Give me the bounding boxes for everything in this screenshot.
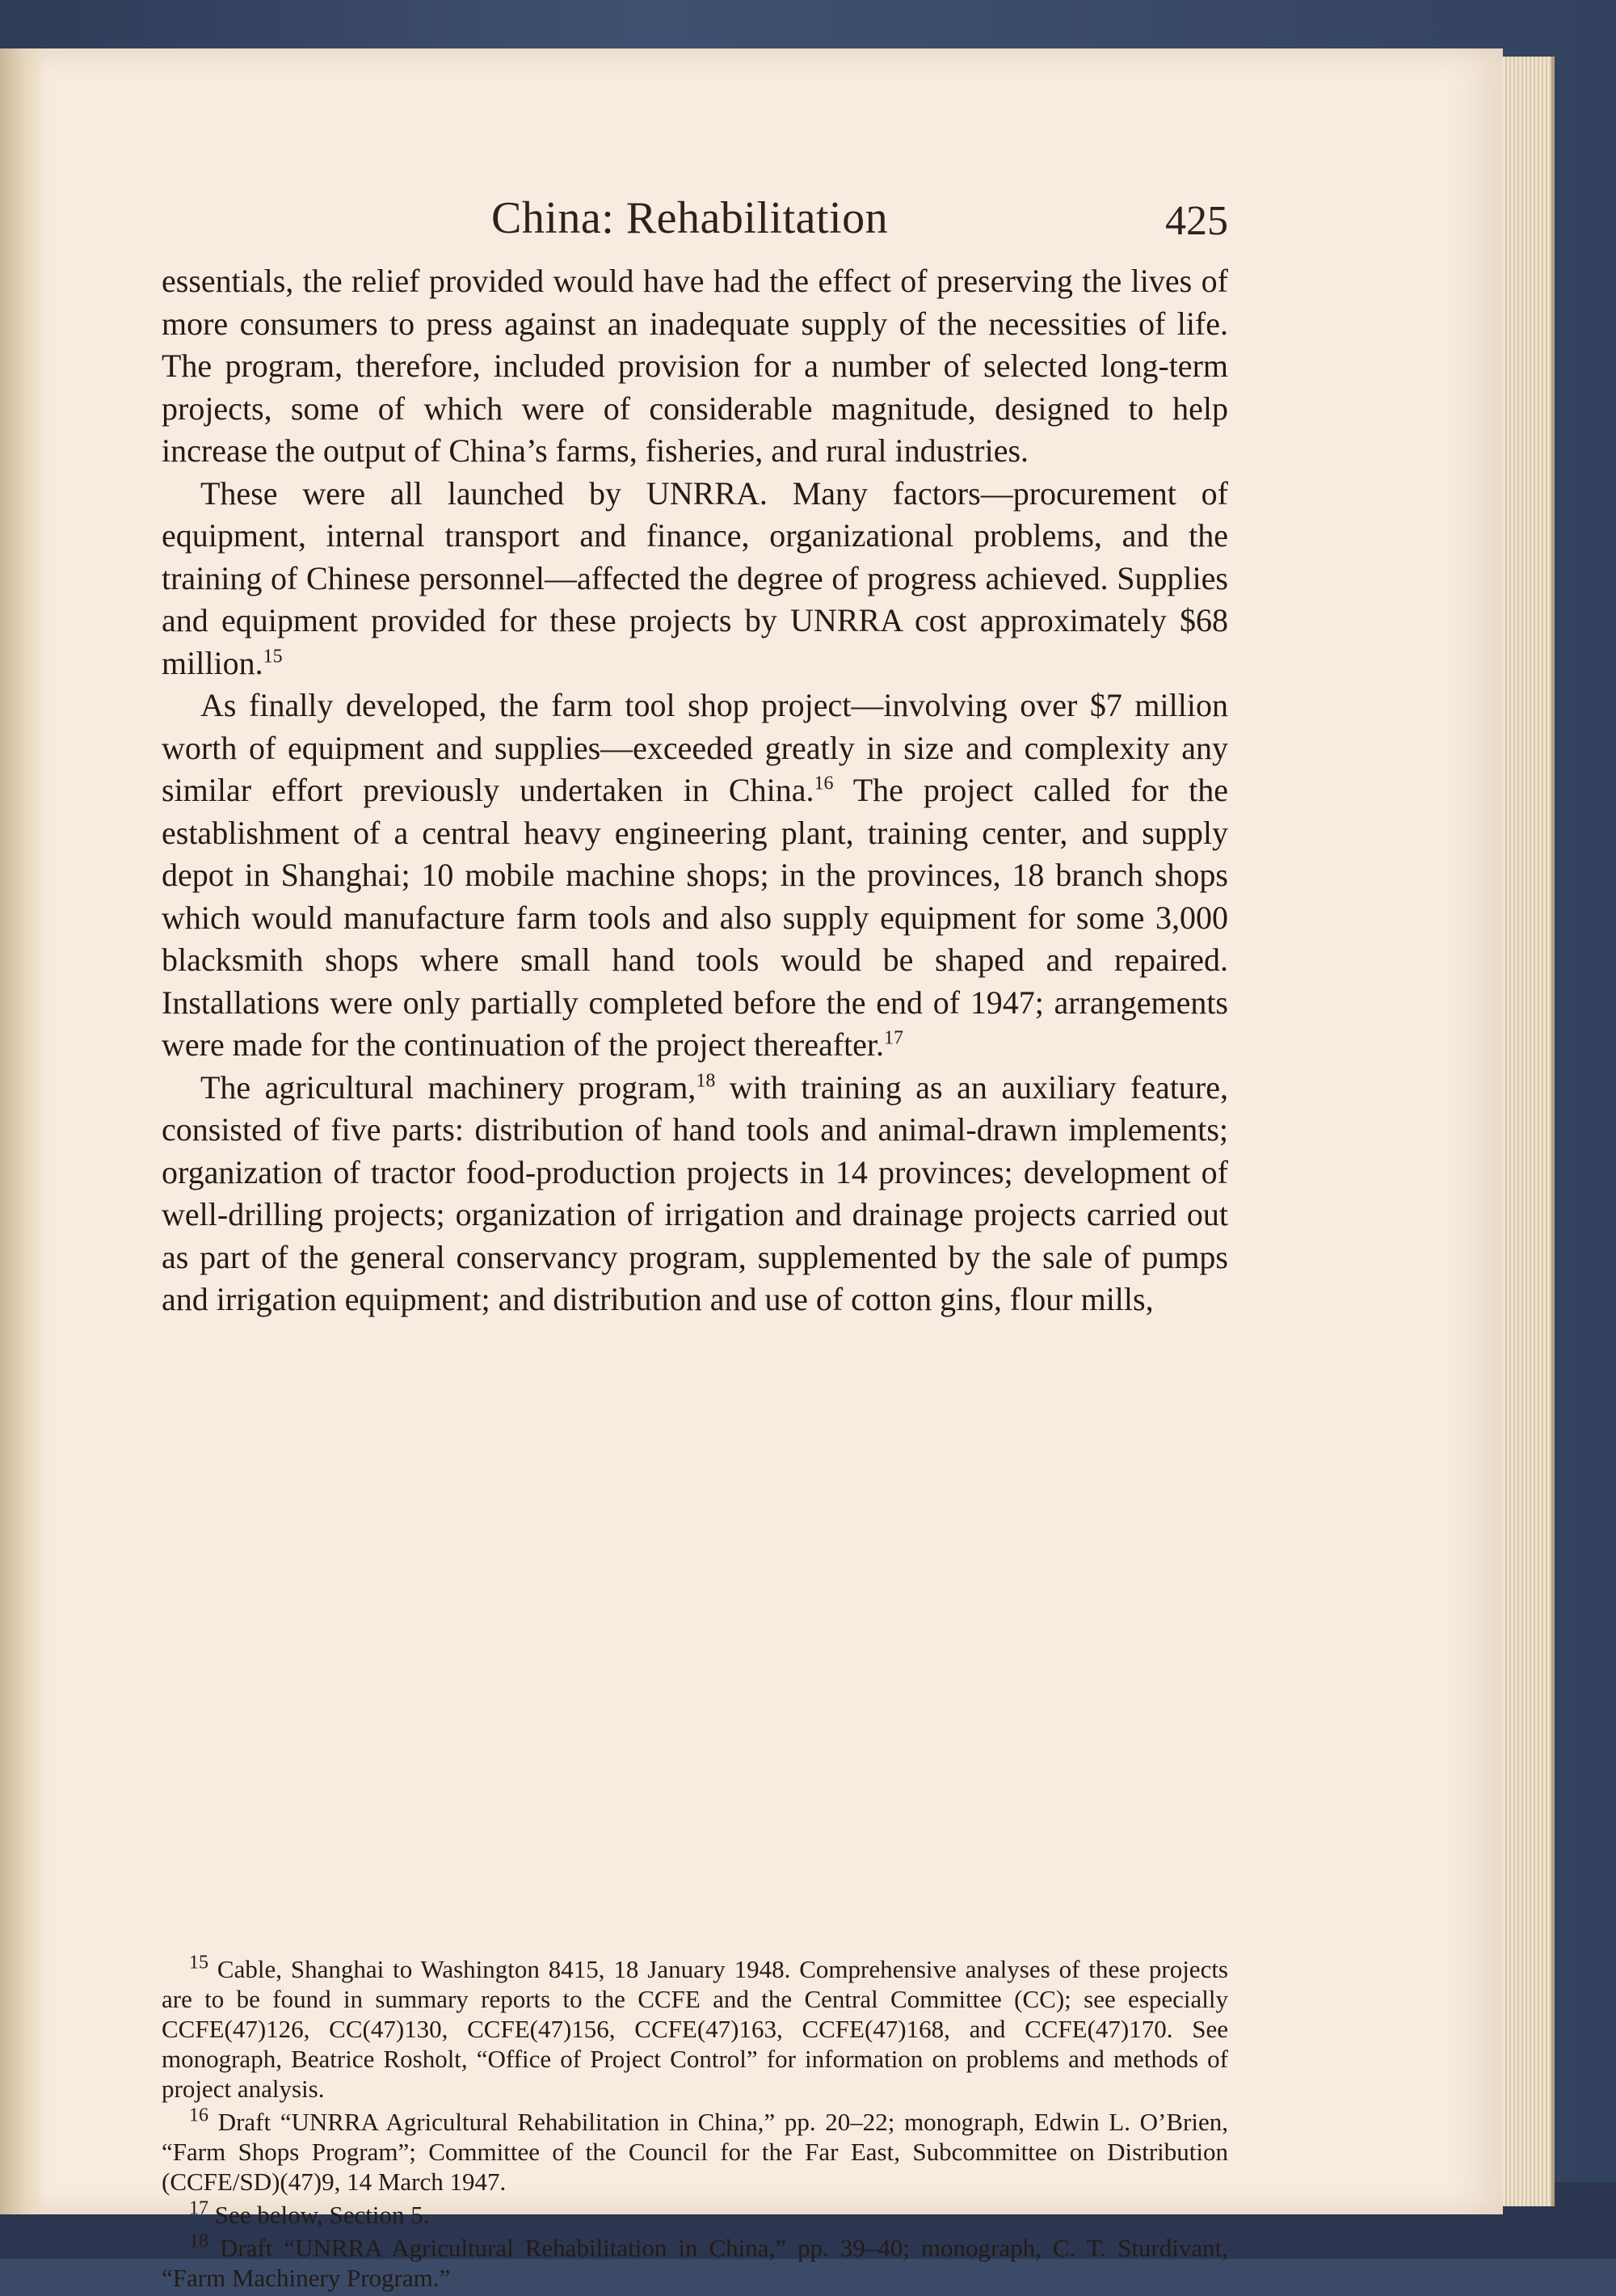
running-title: China: Rehabilitation xyxy=(491,193,889,243)
footnote: $^{17}$ See below, Section 5. xyxy=(189,2197,430,2229)
footnote: $^{18}$ Draft “UNRRA Agricultural Rehabilitation in China,” pp. 39–40; monograph, C. T. Sturdivant, “Farm Machinery Program.” xyxy=(162,2231,1228,2292)
page-header xyxy=(162,192,1228,249)
footnote: $^{15}$ Cable, Shanghai to Washington 8415, 18 January 1948. Comprehensive analyses of these projects are to be found in summary reports to the CCFE and the Central Committee (CC); see especially CCFE(47)126, CC(47)130, CCFE(47)156, CCFE(47)163, CCFE(47)168, and CCFE(47)170. See monograph, Beatrice Rosholt, “Office of Project Control” for information on problems and methods of project analysis. xyxy=(162,1952,1228,2103)
footnote-ref-15: 15 xyxy=(263,646,283,668)
paragraph-1: essentials, the relief provided would have had the effect of preserving the lives of more consumers to press against an inadequate supply of the necessities of life. The program, therefore, included provision for a number of selected long-term projects, some of which were of considerable magnitude, designed to help increase the output of China’s farms, fisheries, and rural industries. xyxy=(162,263,1228,469)
footnote-ref-16: 16 xyxy=(814,773,834,794)
page-number: 425 xyxy=(1165,198,1228,244)
footnotes xyxy=(162,1954,1228,2296)
paragraph-2: These were all launched by UNRRA. Many factors—procurement of equipment, internal transport and finance, organizational problems, and the training of Chinese personnel—affected the degree of progress achieved. Supplies and equipment provided for these projects by UNRRA cost approximately $68 million.$^{15}$ xyxy=(162,474,1228,681)
page-gutter xyxy=(0,48,44,2214)
footnote-ref-17: 17 xyxy=(884,1027,904,1049)
footnote-ref-18: 18 xyxy=(696,1070,716,1092)
paragraph-4: The agricultural machinery program,$^{18}$ with training as an auxiliary feature, consisted of five parts: distribution of hand tools and animal-drawn implements; organization of tractor food-production projects in 14 provinces; development of well-drilling projects; organization of irrigation and drainage projects carried out as part of the general conservancy program, supplemented by the sale of pumps and irrigation equipment; and distribution and use of cotton gins, flour mills, xyxy=(162,1068,1228,1317)
paragraph-3: As finally developed, the farm tool shop project—involving over $7 million worth of equipment and supplies—exceeded greatly in size and complexity any similar effort previously undertaken in China.$^{16}$ The project called for the establishment of a central heavy engineering plant, training center, and supply depot in Shanghai; 10 mobile machine shops; in the provinces, 18 branch shops which would manufacture farm tools and also supply equipment for some 3,000 blacksmith shops where small hand tools would be shaped and repaired. Installations were only partially completed before the end of 1947; arrangements were made for the continuation of the project thereafter.$^{17}$ xyxy=(162,687,1229,1063)
body-text xyxy=(162,260,1228,1321)
footnote: $^{16}$ Draft “UNRRA Agricultural Rehabilitation in China,” pp. 20–22; monograph, Edwin L. O’Brien, “Farm Shops Program”; Committee of the Council for the Far East, Subcommittee on Distribution (CCFE/SD)(47)9, 14 March 1947. xyxy=(162,2104,1229,2196)
